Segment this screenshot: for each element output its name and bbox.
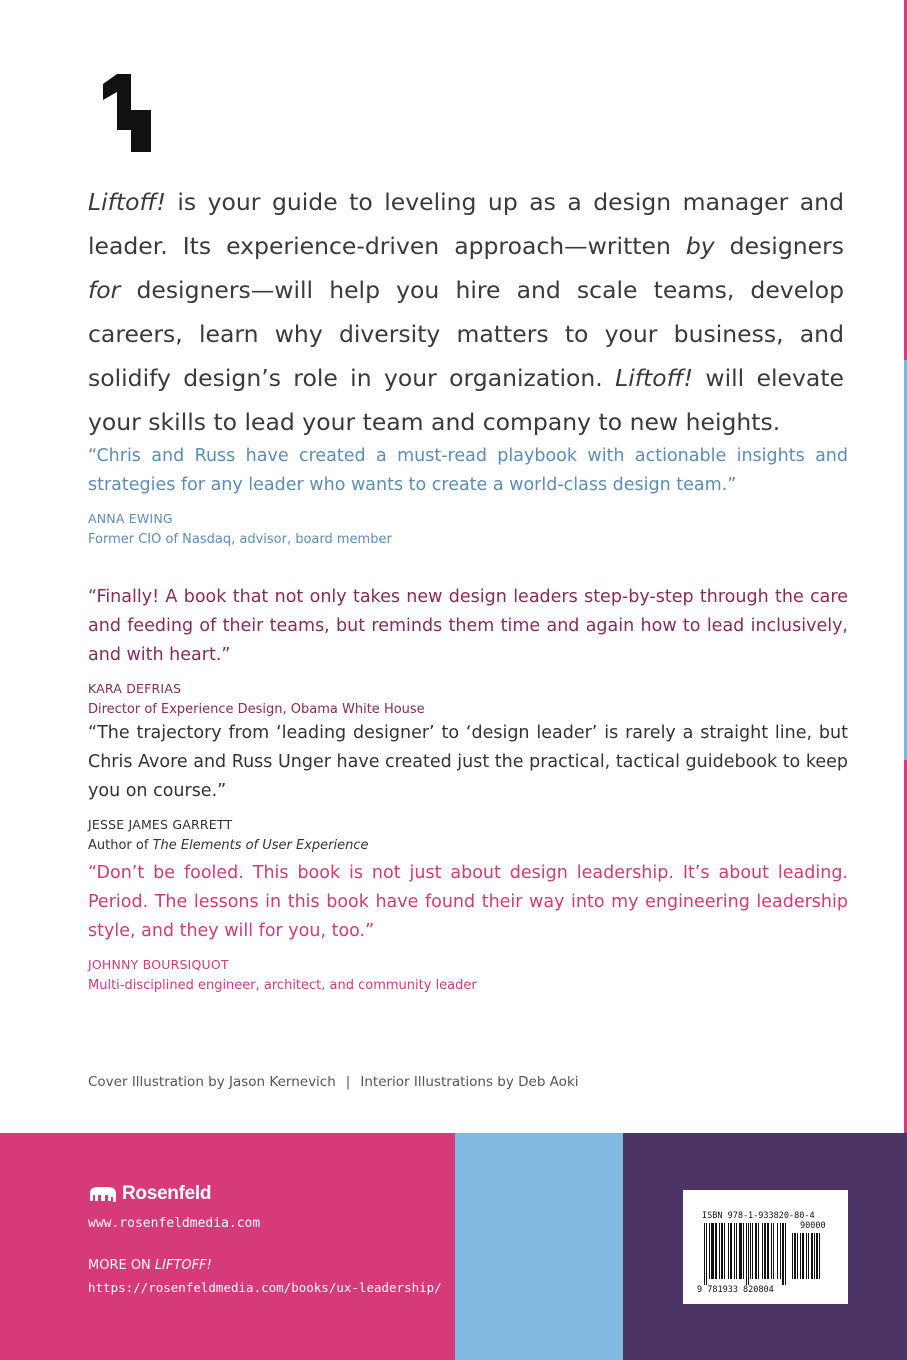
- barcode-bar: [767, 1223, 769, 1279]
- barcode-bar: [777, 1223, 778, 1279]
- barcode-bar: [785, 1223, 786, 1285]
- barcode-bar: [814, 1233, 815, 1279]
- more-label-text: MORE ON: [88, 1258, 155, 1273]
- blurb-book-title: Liftoff!: [88, 188, 166, 216]
- barcode-bar: [730, 1223, 732, 1279]
- barcode-bar: [715, 1223, 717, 1279]
- barcode-bar: [792, 1233, 793, 1279]
- role-prefix: Author of: [88, 838, 153, 853]
- barcode-bar: [709, 1223, 710, 1279]
- testimonial-role: Director of Experience Design, Obama White House: [88, 702, 425, 717]
- more-label-title: LIFTOFF!: [154, 1258, 212, 1273]
- price-code: 90000: [800, 1221, 826, 1231]
- blurb-text-3: designers—will help you hire and scale teams, develop careers, learn why diversity matters to your business, and solidify design’s role in your organization.: [88, 276, 844, 392]
- barcode-bar: [750, 1223, 751, 1279]
- testimonial-author: KARA DEFRIAS: [88, 681, 182, 696]
- barcode-bar: [739, 1223, 742, 1279]
- barcode-bar: [802, 1233, 804, 1279]
- interior-credit: Interior Illustrations by Deb Aoki: [360, 1074, 579, 1090]
- color-band-pink: [0, 1133, 455, 1360]
- blurb-text-1: is your guide to leveling up as a design manager and leader. Its experience-driven approach—written: [88, 188, 844, 260]
- elephant-icon: [88, 1185, 118, 1203]
- barcode-bar: [734, 1223, 735, 1279]
- blurb-text-2: designers: [714, 232, 845, 260]
- testimonial-2: [88, 583, 848, 720]
- price-barcode: [792, 1233, 830, 1285]
- barcode-bar: [794, 1233, 796, 1279]
- testimonial-role: [88, 836, 848, 856]
- isbn-label: ISBN 978-1-933820-80-4: [702, 1211, 815, 1221]
- barcode-bar: [762, 1223, 763, 1279]
- barcode-bar: [728, 1223, 729, 1279]
- barcode-bar: [704, 1223, 705, 1285]
- barcode-bar: [748, 1223, 749, 1285]
- book-url-link[interactable]: https://rosenfeldmedia.com/books/ux-leadership/: [88, 1280, 442, 1295]
- testimonial-quote: “Finally! A book that not only takes new design leaders step-by-step through the care and feeding of their teams, but reminds them time and again how to lead inclusively, and with heart.”: [88, 587, 848, 665]
- testimonial-author: JOHNNY BOURSIQUOT: [88, 957, 229, 972]
- blurb-text-4: will elevate your skills to lead your team and company to new heights.: [88, 364, 844, 436]
- barcode-bar: [782, 1223, 784, 1285]
- testimonial-quote: “Chris and Russ have created a must-read playbook with actionable insights and strategies for any leader who wants to create a world-class design team.”: [88, 446, 848, 495]
- barcode-bar: [736, 1223, 737, 1279]
- testimonial-role: Former CIO of Nasdaq, advisor, board member: [88, 532, 392, 547]
- barcode-bar: [764, 1223, 766, 1279]
- blurb-book-title-2: Liftoff!: [615, 364, 694, 392]
- testimonial-author: JESSE JAMES GARRETT: [88, 817, 233, 832]
- testimonial-3: [88, 719, 848, 856]
- testimonial-quote: “Don’t be fooled. This book is not just about design leadership. It’s about leading. Period. The lessons in this book have found their way into my engineering leadership style, and they will for you, too.”: [88, 863, 848, 941]
- barcode-bar: [780, 1223, 781, 1279]
- isbn-digits: 9 781933 820804: [697, 1285, 774, 1295]
- testimonial-4: [88, 859, 848, 996]
- book-blurb: [88, 180, 844, 444]
- barcode-bar: [706, 1223, 707, 1285]
- blurb-emphasis-for: for: [88, 276, 121, 304]
- testimonial-role: Multi-disciplined engineer, architect, and community leader: [88, 978, 477, 993]
- barcode-bar: [806, 1233, 807, 1279]
- credit-separator: |: [345, 1074, 351, 1090]
- barcode-bar: [771, 1223, 772, 1279]
- barcode-bar: [719, 1223, 720, 1279]
- barcode-bar: [808, 1233, 809, 1279]
- illustration-credits: [88, 1074, 579, 1090]
- barcode-bar: [800, 1233, 801, 1279]
- barcode-bar: [819, 1233, 820, 1279]
- testimonial-author: ANNA EWING: [88, 511, 173, 526]
- publisher-name: Rosenfeld: [122, 1183, 212, 1204]
- testimonial-1: [88, 442, 848, 550]
- cover-credit: Cover Illustration by Jason Kernevich: [88, 1074, 336, 1090]
- barcode-bar: [811, 1233, 813, 1279]
- testimonial-quote: “The trajectory from ‘leading designer’ to ‘design leader’ is rarely a straight line, but Chris Avore and Russ Unger have created just the practical, tactical guidebook to keep you on course.”: [88, 723, 848, 801]
- liftoff-logo-icon: [101, 72, 153, 152]
- barcode-bar: [773, 1223, 774, 1279]
- barcode-bar: [816, 1233, 818, 1279]
- barcode-bar: [721, 1223, 723, 1279]
- barcode-bar: [752, 1223, 753, 1279]
- barcode-bar: [755, 1223, 757, 1279]
- publisher-logo: [88, 1183, 211, 1205]
- barcode-bar: [746, 1223, 747, 1285]
- barcode-bar: [797, 1233, 798, 1279]
- blurb-emphasis-by: by: [685, 232, 715, 260]
- barcode-bar: [743, 1223, 744, 1279]
- more-on-label: [88, 1258, 212, 1273]
- isbn-barcode: [704, 1223, 788, 1285]
- barcode-bar: [711, 1223, 714, 1279]
- barcode-bar: [724, 1223, 725, 1279]
- publisher-website-link[interactable]: www.rosenfeldmedia.com: [88, 1216, 261, 1231]
- barcode-bar: [758, 1223, 759, 1279]
- role-book-title: The Elements of User Experience: [152, 838, 369, 853]
- color-band-blue: [455, 1133, 623, 1360]
